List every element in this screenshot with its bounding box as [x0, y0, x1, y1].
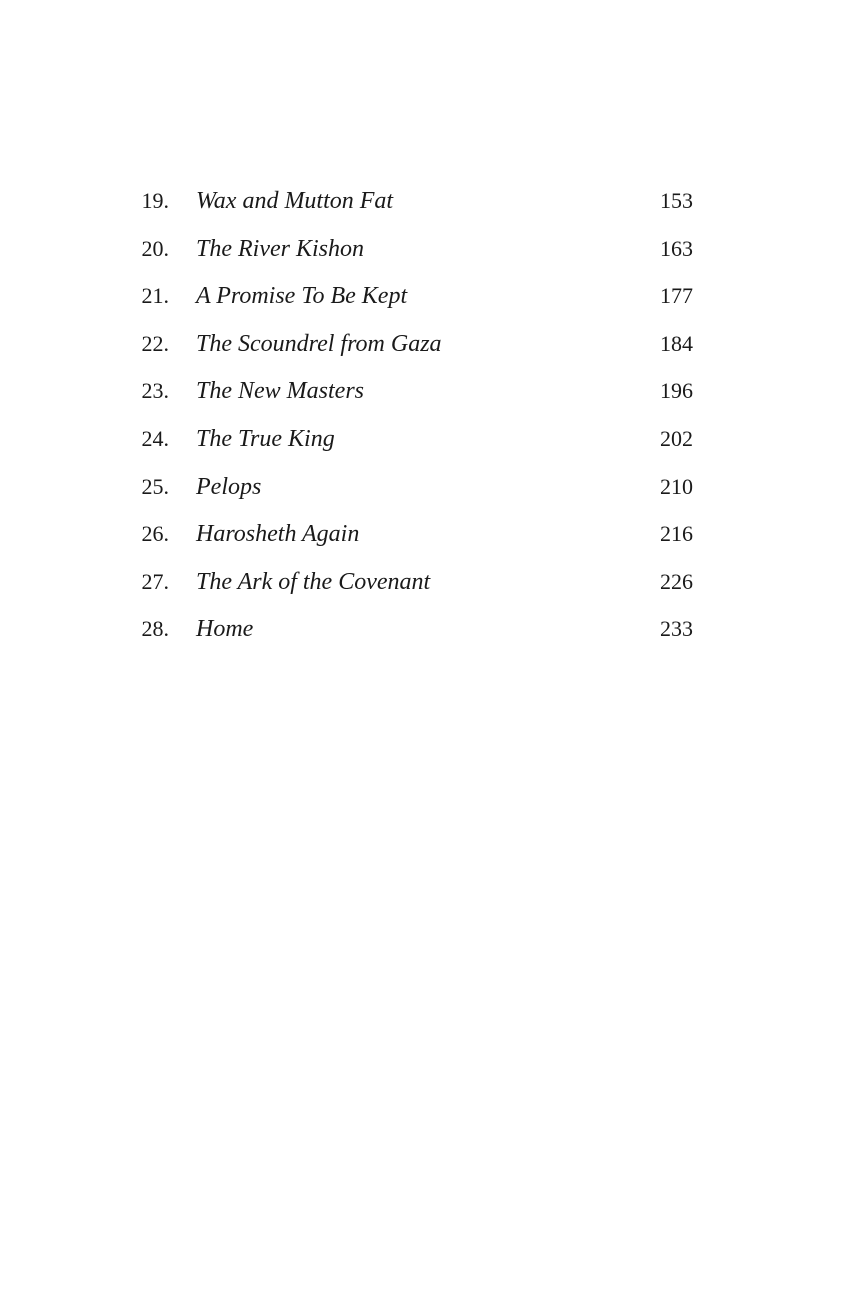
chapter-title: Harosheth Again — [196, 521, 360, 548]
toc-entry-27 — [0, 562, 864, 610]
toc-entry-28 — [0, 609, 864, 657]
chapter-number: 20. — [141, 235, 169, 261]
chapter-title: Home — [196, 616, 254, 643]
toc-entry-19 — [0, 181, 864, 229]
page-number: 196 — [660, 378, 693, 404]
page-number: 153 — [660, 188, 693, 213]
page-number: 163 — [660, 235, 693, 261]
page-number: 233 — [660, 616, 693, 642]
chapter-number: 25. — [141, 473, 169, 499]
page-number: 202 — [660, 425, 693, 451]
chapter-title: The New Masters — [196, 378, 364, 405]
page-number: 226 — [660, 568, 693, 594]
toc-entry-21 — [0, 276, 864, 324]
chapter-number: 27. — [141, 568, 169, 594]
toc-entry-20 — [0, 229, 864, 277]
chapter-number: 24. — [141, 425, 169, 451]
chapter-number: 23. — [141, 378, 169, 404]
chapter-title: Pelops — [196, 473, 262, 500]
toc-entry-24 — [0, 419, 864, 467]
page-number: 210 — [660, 473, 693, 499]
chapter-title: The Scoundrel from Gaza — [196, 330, 442, 357]
chapter-number: 28. — [141, 616, 169, 642]
chapter-number: 21. — [141, 283, 169, 309]
chapter-number: 22. — [141, 330, 169, 356]
chapter-number: 19. — [141, 188, 169, 213]
chapter-title: A Promise To Be Kept — [196, 283, 408, 310]
chapter-title: Wax and Mutton Fat — [196, 188, 394, 214]
chapter-number: 26. — [141, 521, 169, 547]
page-number: 177 — [660, 283, 693, 309]
toc-entry-22 — [0, 324, 864, 372]
table-of-contents — [0, 181, 864, 657]
toc-entry-23 — [0, 371, 864, 419]
chapter-title: The True King — [196, 425, 335, 452]
toc-entry-26 — [0, 514, 864, 562]
page-number: 184 — [660, 330, 693, 356]
page-number: 216 — [660, 521, 693, 547]
toc-entry-25 — [0, 467, 864, 515]
chapter-title: The Ark of the Covenant — [196, 568, 431, 595]
chapter-title: The River Kishon — [196, 235, 364, 262]
